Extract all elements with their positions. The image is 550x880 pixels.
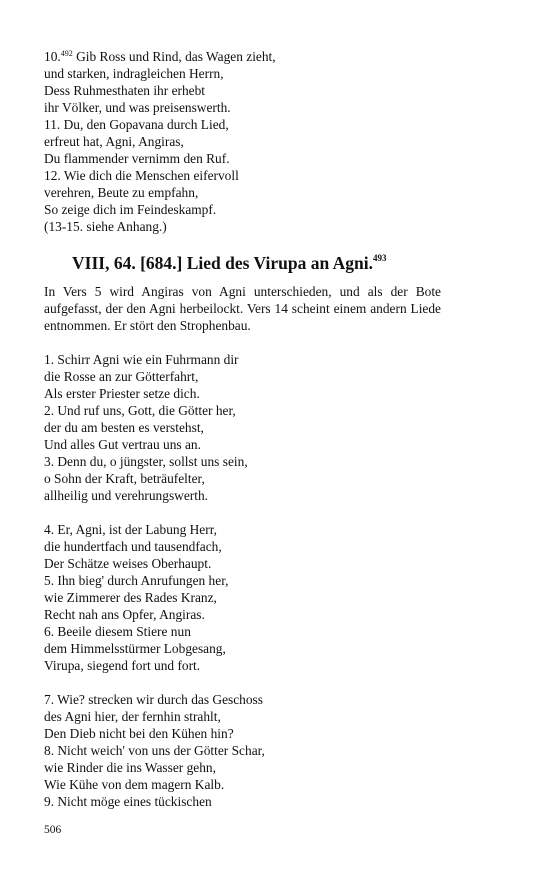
verse-line: (13-15. siehe Anhang.)	[44, 219, 167, 234]
verse-line: erfreut hat, Agni, Angiras,	[44, 134, 184, 149]
verse-line: o Sohn der Kraft, beträufelter,	[44, 471, 205, 486]
verse-number: 10.	[44, 49, 61, 64]
verse-line: Wie Kühe von dem magern Kalb.	[44, 777, 225, 792]
verse-line: allheilig und verehrungswerth.	[44, 488, 208, 503]
verse-line: des Agni hier, der fernhin strahlt,	[44, 709, 221, 724]
verse-line: 6. Beeile diesem Stiere nun	[44, 624, 191, 639]
verse-line: Und alles Gut vertrau uns an.	[44, 437, 201, 452]
verse-line: der du am besten es verstehst,	[44, 420, 204, 435]
verse-line: 1. Schirr Agni wie ein Fuhrmann dir	[44, 352, 239, 367]
verse-line: 7. Wie? strecken wir durch das Geschoss	[44, 692, 263, 707]
intro-paragraph: In Vers 5 wird Angiras von Agni unterschieden, und als der Bote aufgefasst, der den Agni herbeilockt. Vers 14 scheint einem andern Liede entnommen. Er stört den Strophenbau.	[44, 284, 441, 333]
verse-line: 3. Denn du, o jüngster, sollst uns sein,	[44, 454, 248, 469]
verse-line: 5. Ihn bieg' durch Anrufungen her,	[44, 573, 229, 588]
verse-line: 8. Nicht weich' von uns der Götter Schar,	[44, 743, 265, 758]
verse-line: 12. Wie dich die Menschen eifervoll	[44, 168, 239, 183]
verse-block-top	[44, 48, 444, 235]
stanza-gap	[44, 334, 444, 351]
section-heading	[44, 252, 444, 274]
footnote-ref-493[interactable]: 493	[372, 253, 387, 263]
verse-line: die hundertfach und tausendfach,	[44, 539, 222, 554]
verse-line: 11. Du, den Gopavana durch Lied,	[44, 117, 229, 132]
verse-line: 4. Er, Agni, ist der Labung Herr,	[44, 522, 217, 537]
verse-line	[44, 48, 444, 65]
verse-line: Virupa, siegend fort und fort.	[44, 658, 201, 673]
verse-line: Dess Ruhmesthaten ihr erhebt	[44, 83, 206, 98]
verse-line: Der Schätze weises Oberhaupt.	[44, 556, 212, 571]
footnote-ref-492[interactable]: 492	[60, 49, 73, 58]
verse-line: 2. Und ruf uns, Gott, die Götter her,	[44, 403, 236, 418]
page-number: 506	[44, 824, 62, 836]
verse-line: Du flammender vernimm den Ruf.	[44, 151, 230, 166]
stanza-group-3	[44, 691, 444, 810]
verse-line: wie Rinder die ins Wasser gehn,	[44, 760, 216, 775]
verse-line: So zeige dich im Feindeskampf.	[44, 202, 217, 217]
stanza-group-1	[44, 351, 444, 504]
verse-line: verehren, Beute zu empfahn,	[44, 185, 199, 200]
verse-line: Als erster Priester setze dich.	[44, 386, 200, 401]
verse-line: Recht nah ans Opfer, Angiras.	[44, 607, 205, 622]
verse-line: ihr Völker, und was preisenswerth.	[44, 100, 231, 115]
verse-line: die Rosse an zur Götterfahrt,	[44, 369, 199, 384]
verse-line: Den Dieb nicht bei den Kühen hin?	[44, 726, 234, 741]
stanza-gap	[44, 674, 444, 691]
verse-text: Gib Ross und Rind, das Wagen zieht,	[72, 49, 276, 64]
verse-line: wie Zimmerer des Rades Kranz,	[44, 590, 217, 605]
verse-line: 9. Nicht möge eines tückischen	[44, 794, 212, 809]
section-heading-text: VIII, 64. [684.] Lied des Virupa an Agni.	[72, 253, 373, 273]
page-content	[44, 48, 444, 810]
verse-line: und starken, indragleichen Herrn,	[44, 66, 224, 81]
stanza-gap	[44, 504, 444, 521]
verse-line: dem Himmelsstürmer Lobgesang,	[44, 641, 226, 656]
stanza-group-2	[44, 521, 444, 674]
